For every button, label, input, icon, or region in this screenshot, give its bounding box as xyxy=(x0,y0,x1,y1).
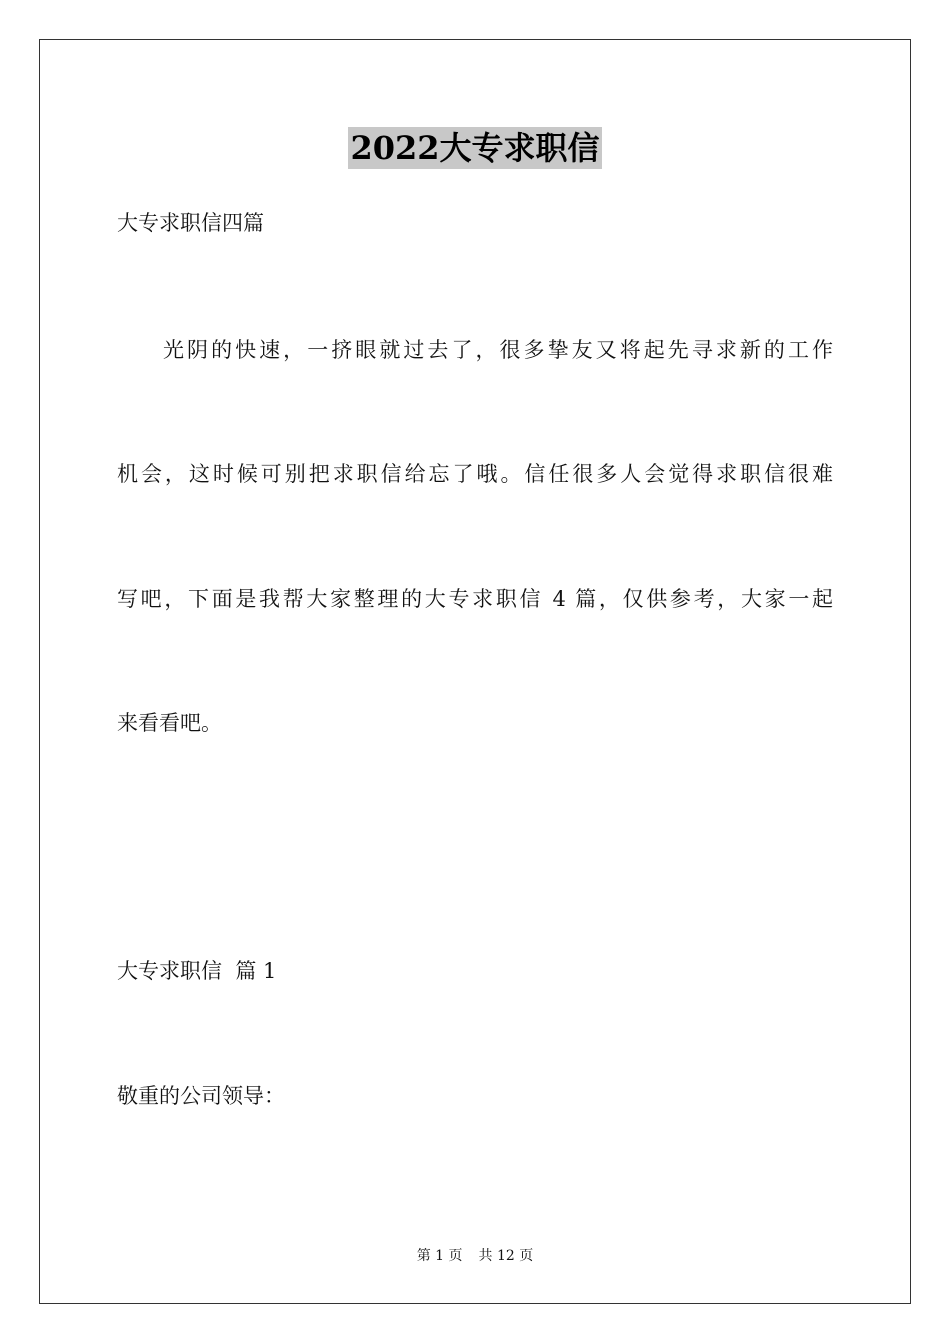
page-number: 第 1 页 xyxy=(416,1248,463,1264)
page-total: 共 12 页 xyxy=(478,1248,534,1264)
intro-line-4: 来看看吧。 xyxy=(117,711,222,735)
intro-line-3: 写吧，下面是我帮大家整理的大专求职信 4 篇，仅供参考，大家一起 xyxy=(117,587,833,611)
salutation: 敬重的公司领导： xyxy=(117,1084,285,1108)
title-container xyxy=(0,127,950,169)
page-footer xyxy=(0,1247,950,1265)
section-heading: 大专求职信 篇 1 xyxy=(117,959,277,983)
intro-line-2: 机会，这时候可别把求职信给忘了哦。信任很多人会觉得求职信很难 xyxy=(117,462,833,486)
document-title: 2022大专求职信 xyxy=(350,129,600,167)
intro-line-1: 光阴的快速，一挤眼就过去了，很多挚友又将起先寻求新的工作 xyxy=(163,338,833,362)
document-subtitle: 大专求职信四篇 xyxy=(117,211,264,235)
